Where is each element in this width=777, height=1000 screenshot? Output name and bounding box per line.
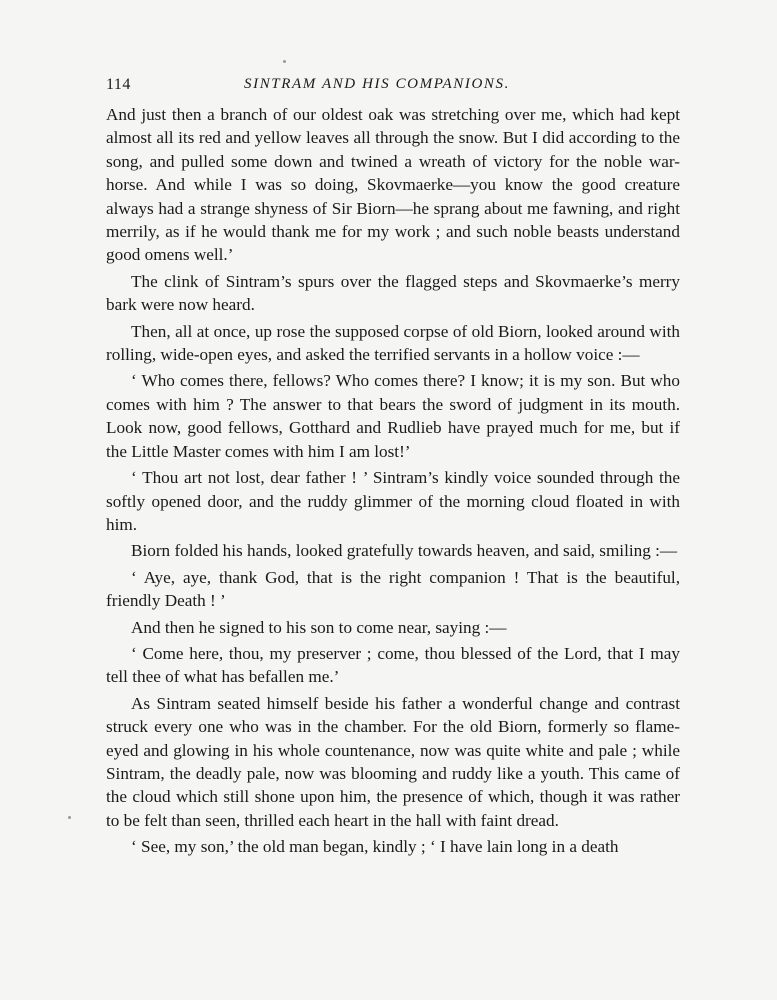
page-number: 114 [106,76,131,93]
paragraph: ‘ See, my son,’ the old man began, kindly ; ‘ I have lain long in a death [131,837,619,857]
paragraph: And then he signed to his son to come near, saying :— [131,617,507,637]
page-body [106,103,680,862]
paragraph: As Sintram seated himself beside his father a wonderful change and contrast struck every one who was in the chamber. For the old Biorn, formerly so flame-eyed and glowing in his whole countenance, now was quite white and pale ; while Sintram, the deadly pale, now was blooming and ruddy like a youth. This came of the cloud which still shone upon him, the presence of which, though it was rather to be felt than seen, thrilled each heart in the hall with faint dread. [106,693,680,830]
paragraph: Then, all at once, up rose the supposed corpse of old Biorn, looked around with rolling, wide-open eyes, and asked the terrified servants in a hollow voice :— [106,321,680,365]
paper-speck [283,60,286,63]
paragraph: ‘ Who comes there, fellows? Who comes there? I know; it is my son. But who comes with him ? The answer to that bears the sword of judgment in its mouth. Look now, good fellows, Gotthard and Rudlieb have prayed much for me, but if the Little Master comes with him I am lost!’ [106,371,680,461]
paragraph: The clink of Sintram’s spurs over the flagged steps and Skovmaerke’s merry bark were now heard. [106,271,680,315]
running-title: SINTRAM AND HIS COMPANIONS. [244,76,510,92]
paragraph: ‘ Come here, thou, my preserver ; come, thou blessed of the Lord, that I may tell thee of what has befallen me.’ [106,643,680,687]
paper-speck [68,816,71,819]
paragraph: ‘ Thou art not lost, dear father ! ’ Sintram’s kindly voice sounded through the softly opened door, and the ruddy glimmer of the morning cloud floated in with him. [106,468,680,534]
paragraph: Biorn folded his hands, looked gratefully towards heaven, and said, smiling :— [131,541,678,561]
paragraph: ‘ Aye, aye, thank God, that is the right companion ! That is the beautiful, friendly Death ! ’ [106,567,680,611]
page-header [106,76,680,100]
paragraph: And just then a branch of our oldest oak was stretching over me, which had kept almost all its red and yellow leaves all through the snow. But I did according to the song, and pulled some down and twined a wreath of victory for the noble war-horse. And while I was so doing, Skovmaerke—you know the good creature always had a strange shyness of Sir Biorn—he sprang about me fawning, and right merrily, as if he would thank me for my work ; and such noble beasts understand good omens well.’ [106,105,680,265]
